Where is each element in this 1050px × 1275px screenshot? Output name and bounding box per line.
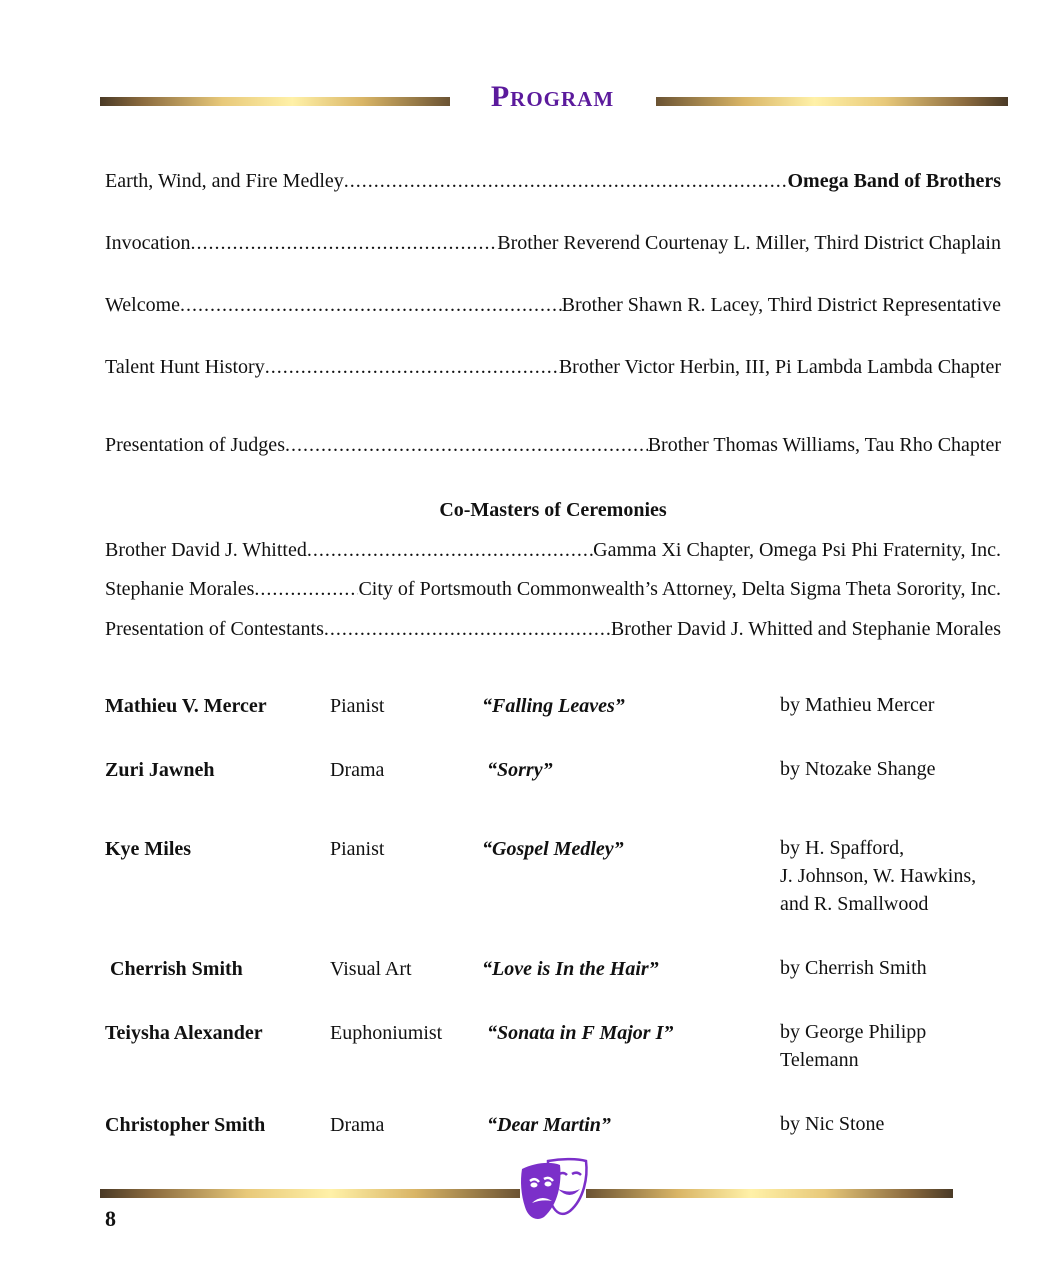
program-row [105, 232, 1001, 255]
header-bar-left [100, 97, 450, 106]
contestant-by [780, 1110, 884, 1138]
contestant-name: Zuri Jawneh [105, 759, 215, 781]
co-master-label: Brother David J. Whitted [105, 539, 307, 561]
contestant-category: Pianist [330, 695, 385, 717]
contestant-piece: “Gospel Medley” [482, 838, 624, 860]
co-master-value: Gamma Xi Chapter, Omega Psi Phi Fraternity, Inc. [593, 539, 1001, 561]
program-value: Brother Thomas Williams, Tau Rho Chapter [647, 434, 1001, 456]
contestant-by-line: and R. Smallwood [780, 893, 929, 915]
program-label: Presentation of Judges [105, 434, 285, 456]
program-value: Omega Band of Brothers [787, 170, 1001, 192]
contestant-category: Drama [330, 1114, 385, 1136]
program-row [105, 294, 1001, 317]
contestant-piece: “Falling Leaves” [482, 695, 625, 717]
contestant-name: Teiysha Alexander [105, 1022, 263, 1044]
leader-dots [285, 434, 648, 457]
contestant-by [780, 954, 927, 982]
program-row [105, 356, 1001, 379]
contestant-name: Christopher Smith [105, 1114, 266, 1136]
theater-masks-icon [518, 1155, 590, 1223]
co-master-row [105, 539, 1001, 562]
contestant-by-line: by Cherrish Smith [780, 957, 927, 979]
co-master-label: Stephanie Morales [105, 578, 255, 600]
program-label: Welcome [105, 294, 181, 316]
contestant-by [780, 834, 976, 918]
program-value: Brother Shawn R. Lacey, Third District Representative [561, 294, 1001, 316]
co-master-row [105, 618, 1001, 641]
leader-dots [265, 356, 559, 379]
leader-dots [191, 232, 498, 255]
contestant-category: Pianist [330, 838, 385, 860]
contestant-by [780, 755, 936, 783]
contestant-by-line: by Mathieu Mercer [780, 694, 935, 716]
program-value: Brother Reverend Courtenay L. Miller, Third District Chaplain [497, 232, 1001, 254]
leader-dots [254, 578, 358, 601]
program-row [105, 170, 1001, 193]
page-number: 8 [105, 1206, 116, 1231]
contestant-by [780, 1018, 926, 1074]
contestant-name: Mathieu V. Mercer [105, 695, 267, 717]
contestant-category: Euphoniumist [330, 1022, 443, 1044]
contestant-by-line: by George Philipp [780, 1021, 927, 1043]
contestant-name: Cherrish Smith [110, 958, 243, 980]
contestant-category: Visual Art [330, 958, 412, 980]
program-value: Brother Victor Herbin, III, Pi Lambda Lambda Chapter [558, 356, 1001, 378]
contestant-piece: “Sorry” [487, 759, 553, 781]
contestant-by-line: by Nic Stone [780, 1113, 885, 1135]
footer-bar-right [586, 1189, 953, 1198]
co-masters-heading: Co-Masters of Ceremonies [439, 499, 667, 521]
co-master-row [105, 578, 1001, 601]
contestant-by [780, 691, 934, 719]
program-row [105, 434, 1001, 457]
contestant-by-line: Telemann [780, 1049, 859, 1071]
co-master-value: City of Portsmouth Commonwealth’s Attorney, Delta Sigma Theta Sorority, Inc. [358, 578, 1001, 600]
program-label: Earth, Wind, and Fire Medley [105, 170, 344, 192]
program-label: Talent Hunt History [105, 356, 265, 378]
contestant-piece: “Dear Martin” [487, 1114, 611, 1136]
leader-dots [180, 294, 562, 317]
contestant-name: Kye Miles [105, 838, 192, 860]
contestant-by-line: by Ntozake Shange [780, 758, 936, 780]
leader-dots [307, 539, 593, 562]
co-master-value: Brother David J. Whitted and Stephanie Morales [610, 618, 1001, 640]
contestant-piece: “Love is In the Hair” [482, 958, 659, 980]
co-master-label: Presentation of Contestants [105, 618, 324, 640]
leader-dots [324, 618, 611, 641]
contestant-piece: “Sonata in F Major I” [487, 1022, 674, 1044]
leader-dots [344, 170, 788, 193]
page-title: Program [490, 80, 615, 113]
footer-bar-left [100, 1189, 520, 1198]
contestant-by-line: by H. Spafford, [780, 837, 905, 859]
header-bar-right [656, 97, 1008, 106]
contestant-category: Drama [330, 759, 385, 781]
program-label: Invocation [105, 232, 191, 254]
contestant-by-line: J. Johnson, W. Hawkins, [780, 865, 977, 887]
